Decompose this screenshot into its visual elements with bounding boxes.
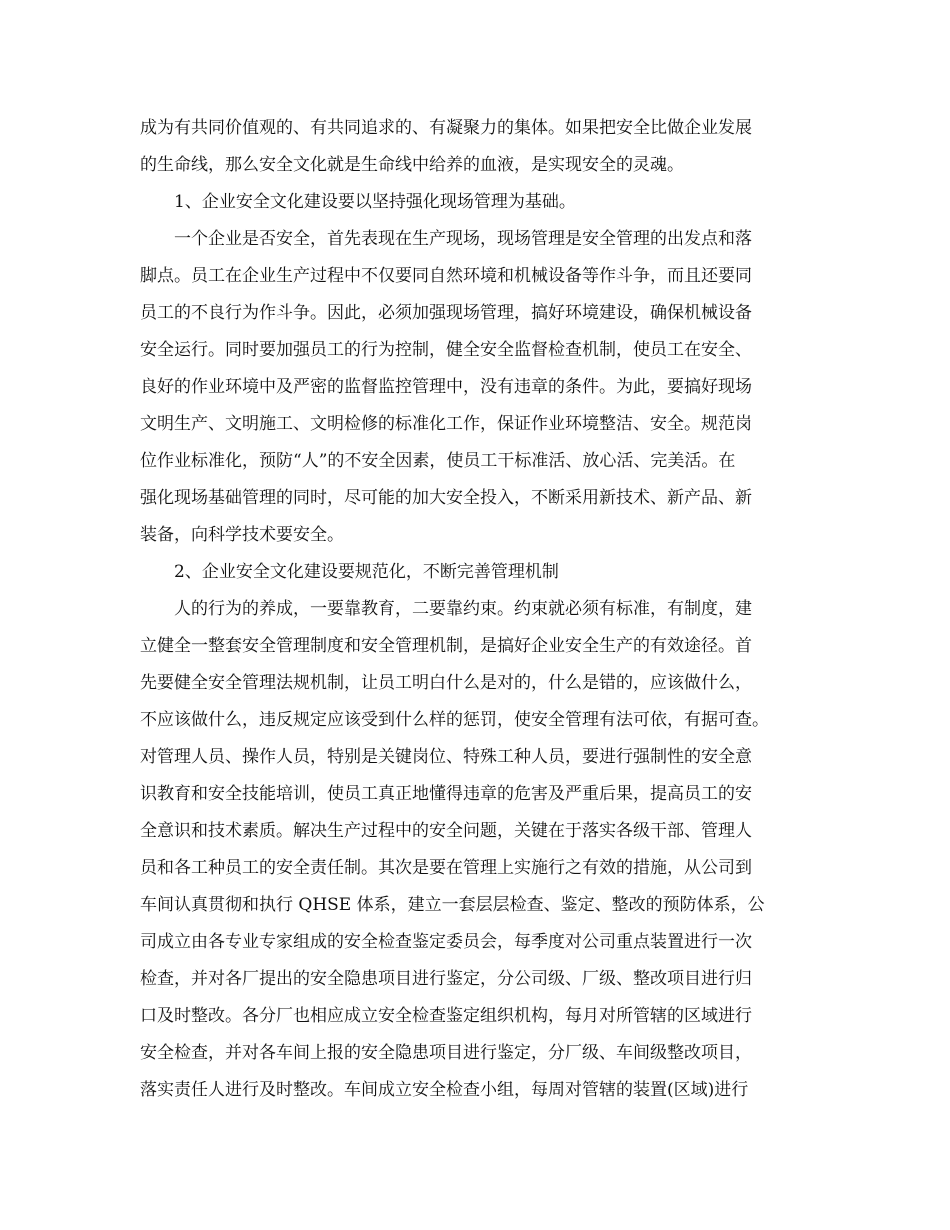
text-line: 员工的不良行为作斗争。因此，必须加强现场管理，搞好环境建设，确保机械设备 xyxy=(140,303,752,323)
text-line: 文明生产、文明施工、文明检修的标准化工作，保证作业环境整洁、安全。规范岗 xyxy=(140,414,752,434)
text-line: 安全检查，并对各车间上报的安全隐患项目进行鉴定，分厂级、车间级整改项目， xyxy=(140,1043,752,1063)
text-line: 的生命线，那么安全文化就是生命线中给养的血液，是实现安全的灵魂。 xyxy=(140,155,684,175)
text-line: 检查，并对各厂提出的安全隐患项目进行鉴定，分公司级、厂级、整改项目进行归 xyxy=(140,969,752,989)
text-line: 司成立由各专业专家组成的安全检查鉴定委员会，每季度对公司重点装置进行一次 xyxy=(140,932,752,952)
text-line: 脚点。员工在企业生产过程中不仅要同自然环境和机械设备等作斗争，而且还要同 xyxy=(140,266,752,286)
text-line: 立健全一整套安全管理制度和安全管理机制，是搞好企业安全生产的有效途径。首 xyxy=(140,636,752,656)
text-line: 强化现场基础管理的同时，尽可能的加大安全投入，不断采用新技术、新产品、新 xyxy=(140,488,752,508)
text-line: 1、企业安全文化建设要以坚持强化现场管理为基础。 xyxy=(174,192,576,212)
text-line: 识教育和安全技能培训，使员工真正地懂得违章的危害及严重后果，提高员工的安 xyxy=(140,784,752,804)
text-line: 员和各工种员工的安全责任制。其次是要在管理上实施行之有效的措施，从公司到 xyxy=(140,858,752,878)
text-line: 装备，向科学技术要安全。 xyxy=(140,525,344,545)
text-line: 车间认真贯彻和执行 QHSE 体系，建立一套层层检查、鉴定、整改的预防体系，公 xyxy=(140,895,765,915)
text-line: 落实责任人进行及时整改。车间成立安全检查小组，每周对管辖的装置(区域)进行 xyxy=(140,1080,749,1100)
text-line: 位作业标准化，预防“人”的不安全因素，使员工干标准活、放心活、完美活。在 xyxy=(140,451,736,471)
text-line: 对管理人员、操作人员，特别是关键岗位、特殊工种人员，要进行强制性的安全意 xyxy=(140,747,752,767)
text-line: 人的行为的养成，一要靠教育，二要靠约束。约束就必须有标准，有制度，建 xyxy=(174,599,752,619)
text-line: 成为有共同价值观的、有共同追求的、有凝聚力的集体。如果把安全比做企业发展 xyxy=(140,118,752,138)
text-line: 一个企业是否安全，首先表现在生产现场，现场管理是安全管理的出发点和落 xyxy=(174,229,752,249)
text-line: 口及时整改。各分厂也相应成立安全检查鉴定组织机构，每月对所管辖的区域进行 xyxy=(140,1006,752,1026)
text-line: 全意识和技术素质。解决生产过程中的安全问题，关键在于落实各级干部、管理人 xyxy=(140,821,752,841)
text-line: 不应该做什么，违反规定应该受到什么样的惩罚，使安全管理有法可依，有据可查。 xyxy=(140,710,769,730)
text-line: 2、企业安全文化建设要规范化，不断完善管理机制 xyxy=(174,562,559,582)
document-body xyxy=(140,110,810,1109)
text-line: 良好的作业环境中及严密的监督监控管理中，没有违章的条件。为此，要搞好现场 xyxy=(140,377,752,397)
text-line: 安全运行。同时要加强员工的行为控制，健全安全监督检查机制，使员工在安全、 xyxy=(140,340,752,360)
text-line: 先要健全安全管理法规机制，让员工明白什么是对的，什么是错的，应该做什么， xyxy=(140,673,752,693)
